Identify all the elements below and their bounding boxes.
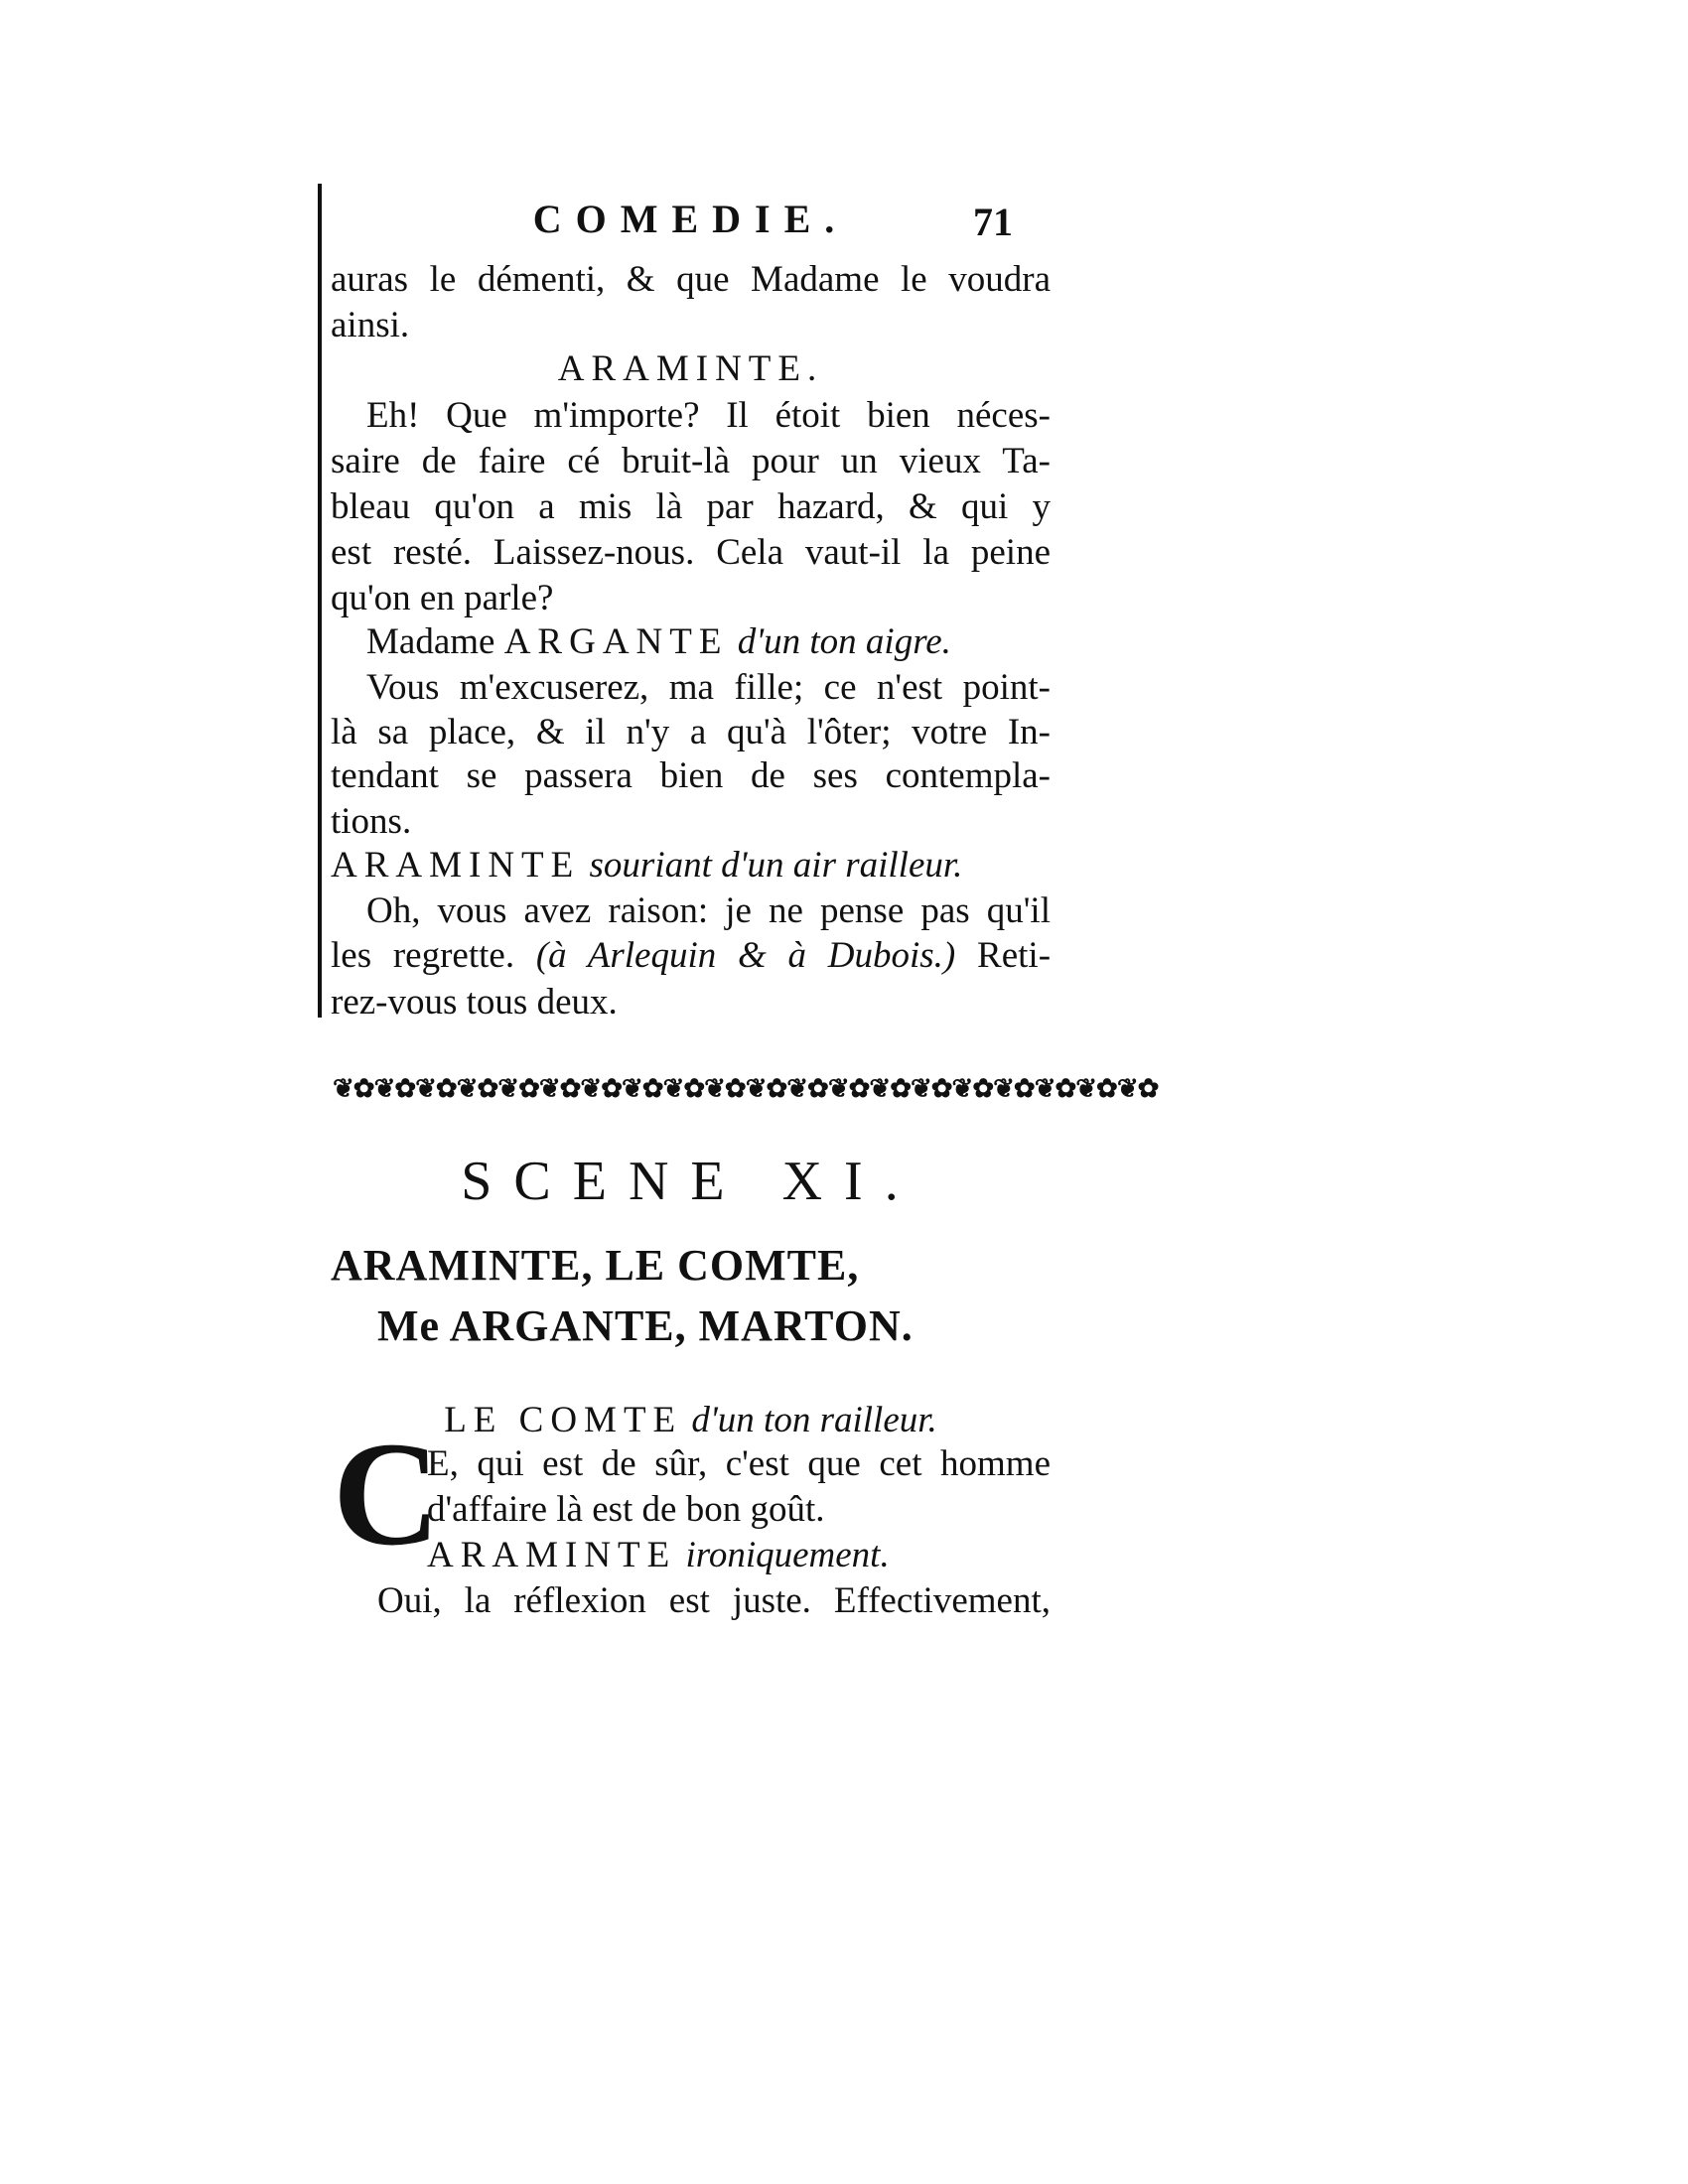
stage-direction: ironiquement.	[685, 1535, 890, 1575]
text-line: qu'on en parle?	[331, 578, 554, 618]
text-line: Vous m'excuserez, ma fille; ce n'est point-	[366, 667, 1051, 708]
text-line: Eh! Que m'importe? Il étoit bien néces-	[366, 395, 1051, 436]
running-title: COMEDIE.	[532, 197, 849, 241]
text-line: Oh, vous avez raison: je ne pense pas qu'il	[366, 890, 1051, 931]
text-fragment: les regrette.	[331, 935, 515, 976]
speaker-line	[427, 1533, 1147, 1578]
page-margin-rule	[318, 184, 322, 1018]
scene-title: SCENE XI.	[461, 1151, 920, 1212]
stage-direction: souriant d'un air railleur.	[589, 845, 963, 886]
speaker-line	[331, 843, 1051, 888]
speaker-name: LE COMTE	[444, 1400, 683, 1440]
text-line: auras le démenti, & que Madame le voudra	[331, 259, 1051, 300]
text-line: tions.	[331, 801, 412, 842]
text-line: saire de faire cé bruit-là pour un vieux Ta-	[331, 441, 1051, 481]
text-line: Oui, la réflexion est juste. Effectivement,	[377, 1580, 1051, 1621]
text-line: là sa place, & il n'y a qu'à l'ôter; votre In-	[331, 712, 1051, 752]
text-line: d'affaire là est de bon goût.	[427, 1489, 825, 1530]
stage-direction: (à Arlequin & à Dubois.)	[535, 935, 956, 976]
stage-direction: d'un ton aigre.	[737, 621, 951, 662]
ornamental-divider: ❦✿❦✿❦✿❦✿❦✿❦✿❦✿❦✿❦✿❦✿❦✿❦✿❦✿❦✿❦✿❦✿❦✿❦✿❦✿❦✿	[333, 1074, 1159, 1103]
text-line: bleau qu'on a mis là par hazard, & qui y	[331, 486, 1051, 527]
cast-list-line: ARAMINTE, LE COMTE,	[331, 1241, 860, 1290]
speaker-name: ARAMINTE	[427, 1535, 677, 1575]
drop-cap: C	[333, 1412, 441, 1576]
text-line: rez-vous tous deux.	[331, 982, 618, 1023]
text-line: est resté. Laissez-nous. Cela vaut-il la peine	[331, 532, 1051, 573]
stage-direction: d'un ton railleur.	[691, 1400, 937, 1440]
text-line: E, qui est de sûr, c'est que cet homme	[427, 1443, 1051, 1484]
speaker-name: ARAMINTE	[331, 845, 581, 886]
text-line: tendant se passera bien de ses contempla-	[331, 755, 1051, 796]
text-fragment: Reti-	[977, 935, 1052, 976]
speaker-prefix: Madame	[366, 621, 495, 662]
speaker-name: ARAMINTE.	[557, 348, 824, 389]
page-number: 71	[973, 200, 1013, 244]
text-line: ainsi.	[331, 305, 410, 345]
text-line	[331, 933, 1051, 979]
speaker-line	[331, 619, 1051, 665]
speaker-name: ARGANTE	[503, 621, 729, 662]
cast-list-line: Me ARGANTE, MARTON.	[377, 1301, 914, 1350]
